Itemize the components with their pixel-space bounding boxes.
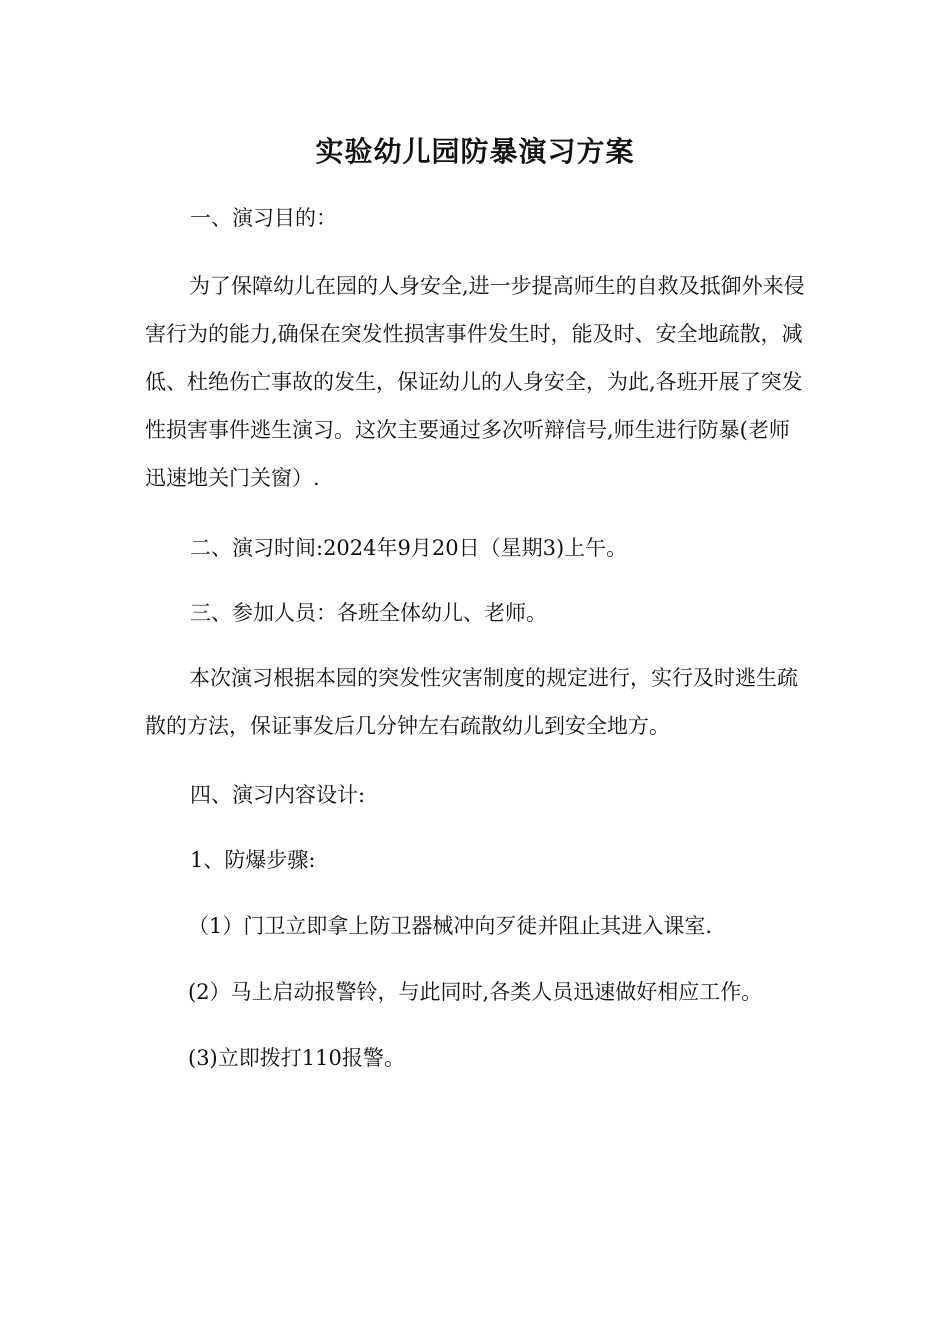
section-time: 二、演习时间:2024年9月20日（星期3)上午。 bbox=[190, 536, 628, 560]
basis-paragraph: 本次演习根据本园的突发性灾害制度的规定进行，实行及时逃生疏散的方法，保证事发后几分钟左右疏散幼儿到安全地方。 bbox=[145, 666, 798, 738]
section-purpose-heading: 一、演习目的： bbox=[190, 206, 337, 230]
step-item-2: (2）马上启动报警铃，与此同时,各类人员迅速做好相应工作。 bbox=[188, 980, 763, 1004]
step-item-1: （1）门卫立即拿上防卫器械冲向歹徒并阻止其进入课室. bbox=[188, 914, 713, 938]
purpose-paragraph: 为了保障幼儿在园的人身安全,进一步提高师生的自救及抵御外来侵害行为的能力,确保在突发性损害事件发生时，能及时、安全地疏散，减低、杜绝伤亡事故的发生，保证幼儿的人身安全，为此,各班开展了突发性损害事件逃生演习。这次主要通过多次听辩信号,师生进行防暴(老师迅速地关门关窗）. bbox=[145, 274, 805, 490]
step-heading: 1、防爆步骤: bbox=[190, 848, 316, 872]
step-item-3: (3)立即拨打110报警。 bbox=[188, 1046, 405, 1070]
document-title: 实验幼儿园防暴演习方案 bbox=[315, 135, 635, 168]
section-participants: 三、参加人员：各班全体幼儿、老师。 bbox=[190, 601, 547, 625]
section-content-heading: 四、演习内容设计: bbox=[190, 783, 366, 807]
